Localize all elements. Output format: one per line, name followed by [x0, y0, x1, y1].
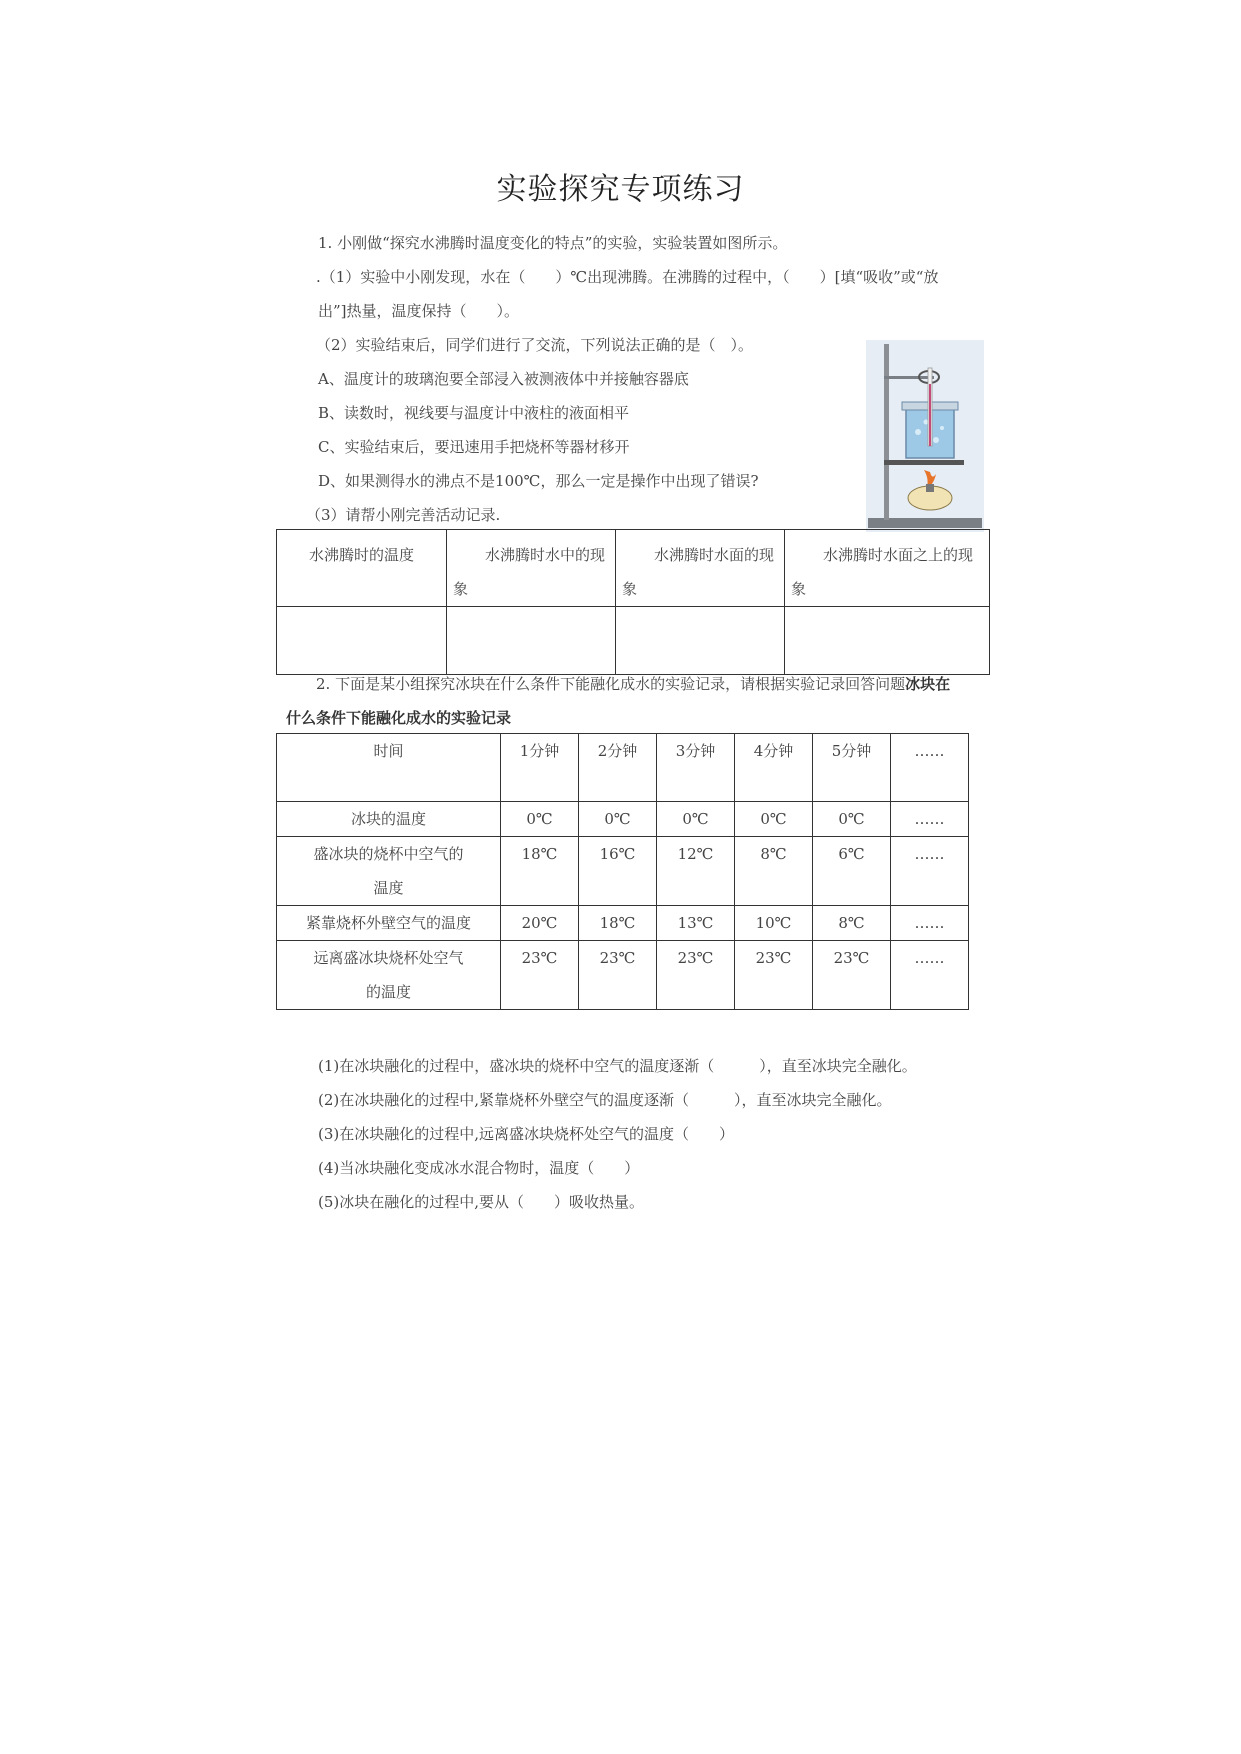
q2-question-3: (3)在冰块融化的过程中,远离盛冰块烧杯处空气的温度（ ） [318, 1125, 735, 1143]
row-label: 紧靠烧杯外壁空气的温度 [277, 906, 501, 941]
q2-stem [316, 673, 950, 694]
q1-option-b: B、读数时，视线要与温度计中液柱的液面相平 [318, 404, 630, 422]
q1-part3: （3）请帮小刚完善活动记录. [306, 506, 501, 524]
table-cell: 23℃ [735, 941, 813, 1010]
q2-question-4: (4)当冰块融化变成冰水混合物时，温度（ ） [318, 1159, 640, 1177]
q2-stem-bold: 冰块在 [905, 675, 951, 693]
table-cell: 23℃ [657, 941, 735, 1010]
table-cell: 13℃ [657, 906, 735, 941]
table-cell: 12℃ [657, 837, 735, 906]
table-header-cell: 5分钟 [813, 734, 891, 802]
q1-option-c: C、实验结束后，要迅速用手把烧杯等器材移开 [318, 438, 630, 456]
row-label: 冰块的温度 [277, 802, 501, 837]
table-header-cell: 水沸腾时的温度 [277, 530, 447, 607]
table-cell: 8℃ [735, 837, 813, 906]
table-header-cell: 1分钟 [501, 734, 579, 802]
q1-part2: （2）实验结束后，同学们进行了交流，下列说法正确的是（ ）。 [316, 336, 754, 354]
row-label: 盛冰块的烧杯中空气的温度 [277, 837, 501, 906]
table-cell: …… [891, 906, 969, 941]
table-cell: …… [891, 941, 969, 1010]
q1-option-d: D、如果测得水的沸点不是100℃，那么一定是操作中出现了错误? [318, 472, 759, 490]
table-empty-cell [785, 607, 990, 675]
table-cell: 0℃ [813, 802, 891, 837]
table-cell: …… [891, 802, 969, 837]
table-cell: 23℃ [501, 941, 579, 1010]
q2-question-1: (1)在冰块融化的过程中，盛冰块的烧杯中空气的温度逐渐（ ），直至冰块完全融化。 [318, 1057, 917, 1075]
table-cell: 8℃ [813, 906, 891, 941]
q2-question-5: (5)冰块在融化的过程中,要从（ ）吸收热量。 [318, 1193, 645, 1211]
table-cell: 6℃ [813, 837, 891, 906]
q2-stem-text: 2. 下面是某小组探究冰块在什么条件下能融化成水的实验记录，请根据实验记录回答问题 [316, 675, 906, 693]
table-row [277, 941, 969, 1010]
q2-table-title: 什么条件下能融化成水的实验记录 [286, 709, 512, 727]
table-header-cell: …… [891, 734, 969, 802]
table-empty-cell [447, 607, 616, 675]
table-cell: 0℃ [735, 802, 813, 837]
table-cell: 23℃ [813, 941, 891, 1010]
table-cell: 0℃ [657, 802, 735, 837]
table-header-cell: 水沸腾时水中的现象 [447, 530, 616, 607]
table-cell: 18℃ [501, 837, 579, 906]
q1-part1-line2: 出”]热量，温度保持（ ）。 [318, 302, 520, 320]
table-header-cell: 时间 [277, 734, 501, 802]
q1-part1-line1: .（1）实验中小刚发现，水在（ ）℃出现沸腾。在沸腾的过程中，（ ）[填“吸收”或“放 [316, 268, 939, 286]
table-cell: 20℃ [501, 906, 579, 941]
boiling-apparatus-illustration [866, 340, 984, 532]
table-cell: 0℃ [501, 802, 579, 837]
table-header-cell: 3分钟 [657, 734, 735, 802]
table-cell: 0℃ [579, 802, 657, 837]
q1-option-a: A、温度计的玻璃泡要全部浸入被测液体中并接触容器底 [318, 370, 689, 388]
table-header-cell: 水沸腾时水面之上的现象 [785, 530, 990, 607]
table-cell: 10℃ [735, 906, 813, 941]
table-empty-cell [277, 607, 447, 675]
boiling-apparatus-figure [866, 340, 984, 532]
ice-melting-table [276, 733, 969, 1010]
q2-question-2: (2)在冰块融化的过程中,紧靠烧杯外壁空气的温度逐渐（ ），直至冰块完全融化。 [318, 1091, 892, 1109]
page-title: 实验探究专项练习 [496, 172, 745, 207]
table-header-cell: 4分钟 [735, 734, 813, 802]
table-row [277, 906, 969, 941]
table-cell: 23℃ [579, 941, 657, 1010]
table-row [277, 802, 969, 837]
table-cell: 16℃ [579, 837, 657, 906]
boiling-record-table [276, 529, 990, 675]
table-header-cell: 水沸腾时水面的现象 [616, 530, 785, 607]
table-row [277, 837, 969, 906]
table-cell: 18℃ [579, 906, 657, 941]
table-header-cell: 2分钟 [579, 734, 657, 802]
row-label: 远离盛冰块烧杯处空气的温度 [277, 941, 501, 1010]
table-cell: …… [891, 837, 969, 906]
table-empty-cell [616, 607, 785, 675]
q1-stem: 1. 小刚做“探究水沸腾时温度变化的特点”的实验，实验装置如图所示。 [318, 234, 788, 252]
